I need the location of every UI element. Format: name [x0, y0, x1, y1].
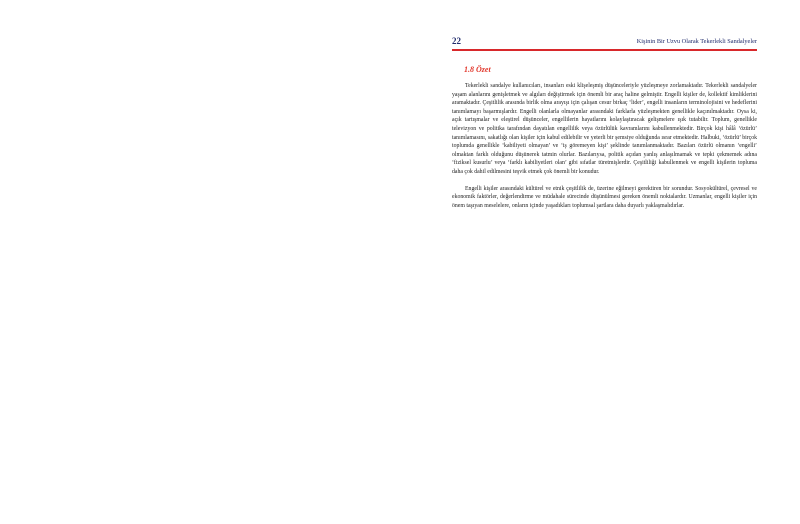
page-number: 22 [452, 36, 461, 46]
running-title: Kişinin Bir Uzvu Olarak Tekerlekli Sandalyeler [636, 38, 757, 45]
running-header [452, 36, 757, 48]
body-paragraph-1: Tekerlekli sandalye kullanıcıları, insanları eski klişeleşmiş düşünceleriyle yüzleşmeye zorlamaktadır. Tekerlekli sandalyeler yaşam alanlarını genişletmek ve algıları değiştirmek için önemli bir araç haline gelmiştir. Engelli kişiler de, kollektif kimliklerini aramaktadır. Çeşitlilik arasında birlik olma arayışı için çalışan cesur birkaç ‘lider’, engelli insanların terminolojisini ve hedeflerini tanımlamayı başarmışlardır. Engelli olanlarla olmayanlar arasındaki farklarla yüzleşmekten genellikle kaçınılmaktadır. Oysa ki, açık tartışmalar ve eleştirel düşünceler, engellilerin hayatlarını kolaylaştıracak gelişmelere ışık tutabilir. Toplum, genellikle televizyon ve politika tarafından dayatılan engellilik veya özürlülük kavramlarını kabullenmektedir. Birçok kişi hâlâ ‘özürlü’ tanımlamasını, sakatlığı olan kişiler için kabul edilebilir ve yeterli bir şemsiye olduğunda ısrar etmektedir. Halbuki, ‘özürlü’ birçok toplumda genellikle ‘kabiliyeti olmayan’ ve ‘iş göremeyen kişi’ şeklinde tanımlanmaktadır. Bazıları özürlü olmanın ‘engelli’ olmaktan farklı olduğunu düşünerek tatmin olurlar. Bazılarıysa, politik açıdan yanlış anlaşılmamak ve tepki çekmemek adına ‘fiziksel kusurlu’ veya ‘farklı kabiliyetleri olan’ gibi sıfatlar türetmişlerdir. Çeşitliliği kabullenmek ve engelli kişilerin topluma daha çok dahil edilmesini teşvik etmek çok önemli bir konudur. [452, 83, 757, 175]
header-divider [452, 49, 757, 51]
right-page [452, 36, 757, 210]
body-paragraph-2: Engelli kişiler arasındaki kültürel ve etnik çeşitlilik de, üzerine eğilmeyi gerektiren bir sorundur. Sosyokültürel, çevresel ve ekonomik faktörler, değerlendirme ve müdahale sürecinde düşünülmesi gereken önemli noktalardır. Uzmanlar, engelli kişiler için önem taşıyan meselelere, onların içinde yaşadıkları toplumsal şartlara daha duyarlı yaklaşmalıdırlar. [452, 185, 757, 209]
section-heading: 1.8 Özet [464, 65, 491, 74]
